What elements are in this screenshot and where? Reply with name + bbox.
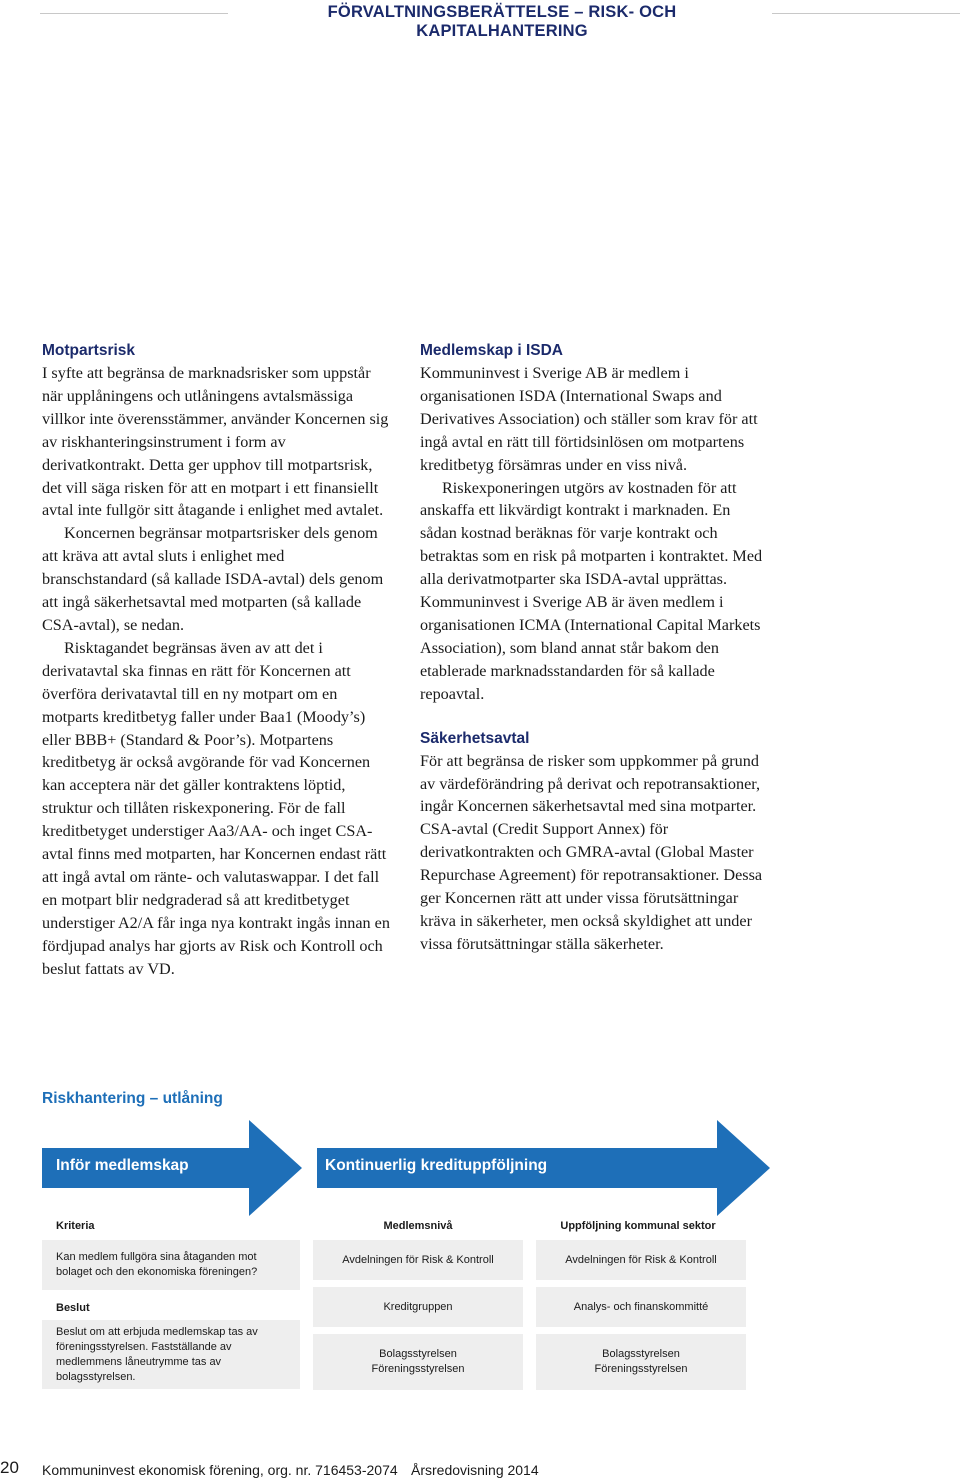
- member-level-box-3: [313, 1334, 523, 1390]
- section-title: FÖRVALTNINGSBERÄTTELSE – RISK- OCH KAPITALHANTERING: [327, 3, 677, 40]
- paragraph: Koncernen begränsar motpartsrisker dels genom att kräva att avtal sluts i enlighet med branschstandard (så kallade ISDA-avtal) dels genom att ingå säkerhetsavtal med motparten (så kallade CSA-avtal), se nedan.: [42, 524, 384, 634]
- flow-title: Riskhantering – utlåning: [42, 1090, 223, 1107]
- arrow-label: Kontinuerlig kredituppföljning: [325, 1157, 548, 1174]
- followup-text: Bolagsstyrelsen: [602, 1348, 680, 1360]
- arrow-kontinuerlig-kredituppfoljning: [317, 1120, 770, 1216]
- arrow-label: Inför medlemskap: [56, 1157, 189, 1174]
- paragraph: För att begränsa de risker som uppkommer på grund av värdeförändring på derivat och repotransaktioner, ingår Koncernen säkerhetsavtal med sina motparter. CSA-avtal (Credit Support Annex) för derivatkontrakten och GMRA-avtal (Global Master Repurchase Agreement) för repotransaktioner. Dessa ger Koncernen rätt att under vissa förutsättningar kräva in säkerheter, men också skyldighet att under vissa förutsättningar ställa säkerheter.: [420, 751, 763, 953]
- arrow-infor-medlemskap: [42, 1120, 302, 1216]
- footer-report: Årsredovisning 2014: [411, 1462, 539, 1478]
- paragraph: I syfte att begränsa de marknadsrisker som uppstår när upplåningens och utlåningens avtalsmässiga villkor inte överensstämmer, använder Koncernen sig av riskhanteringsinstrument i form av derivatkontrakt. Detta ger upphov till motpartsrisk, det vill säga risken för att en motpart i ett finansiellt avtal inte fullgör sitt åtagande i enlighet med avtalet.: [42, 364, 389, 520]
- member-level-text: Bolagsstyrelsen: [379, 1348, 457, 1360]
- right-column: [420, 340, 770, 956]
- header-rule-right: [772, 13, 960, 14]
- followup-text: Avdelningen för Risk & Kontroll: [565, 1253, 717, 1266]
- member-level-text: Avdelningen för Risk & Kontroll: [342, 1253, 494, 1266]
- member-level-text: Kreditgruppen: [383, 1300, 453, 1313]
- heading-sakerhetsavtal: Säkerhetsavtal: [420, 729, 530, 747]
- criteria-box: [42, 1240, 300, 1290]
- paragraph: Risktagandet begränsas även av att det i derivatavtal ska finnas en rätt för Koncernen att överföra derivatavtal till en ny motpart om en motparts kreditbetyg faller under Baa1 (Moody’s) eller BBB+ (Standard & Poor’s). Motpartens kreditbetyg är också avgörande för vad Koncernen kan acceptera när det gäller kontraktens löptid, struktur och tillåten riskexponering. För de fall kreditbetyget understiger Aa3/AA- och inget CSA-avtal finns med motparten, har Koncernen endast rätt att ingå avtal om ränte- och valutaswappar. I det fall en motpart blir nedgraderad så att kreditbetyget understiger A2/A får inga nya kontrakt ingås innan en fördjupad analys har gjorts av Risk och Kontroll och beslut fattats av VD.: [42, 638, 390, 978]
- heading-isda: Medlemskap i ISDA: [420, 342, 563, 359]
- column-header-medlemsniva: Medlemsnivå: [383, 1220, 453, 1232]
- page-number: 20: [0, 1458, 19, 1477]
- criteria-text: Kan medlem fullgöra sina åtaganden mot bolaget och den ekonomiska föreningen?: [56, 1251, 258, 1278]
- row-header-beslut: Beslut: [56, 1302, 90, 1314]
- left-column: [42, 340, 392, 980]
- heading-motpartsrisk: Motpartsrisk: [42, 342, 136, 359]
- followup-text: Analys- och finanskommitté: [573, 1300, 709, 1313]
- followup-box-1: [536, 1240, 746, 1280]
- paragraph: Kommuninvest i Sverige AB är medlem i organisationen ISDA (International Swaps and Derivatives Association) och ställer som krav för att ingå avtal en rätt till förtidsinlösen om motpartens kreditbetyg försämras under en viss nivå.: [420, 364, 758, 474]
- member-level-text: Föreningsstyrelsen: [371, 1363, 465, 1375]
- paragraph: Riskexponeringen utgörs av kostnaden för att anskaffa ett likvärdigt kontrakt i marknaden. En sådan kostnad beräknas för varje kontrakt och betraktas som en risk på motparten i kontraktet. Med alla derivatmotparter ska ISDA-avtal upprättas. Kommuninvest i Sverige AB är även medlem i organisationen ICMA (International Capital Markets Association), som bland annat står bakom den etablerade marknadsstandarden för så kallade repoavtal.: [420, 478, 763, 703]
- column-header-kriteria: Kriteria: [56, 1220, 95, 1232]
- column-header-uppfoljning: Uppföljning kommunal sektor: [560, 1220, 716, 1232]
- page-header: [0, 0, 960, 40]
- followup-box-3: [536, 1334, 746, 1390]
- member-level-box-2: [313, 1287, 523, 1327]
- decision-text: Beslut om att erbjuda medlemskap tas av föreningsstyrelsen. Fastställande av medlemmens låneutrymme tas av bolagsstyrelsen.: [56, 1325, 258, 1383]
- followup-text: Föreningsstyrelsen: [594, 1363, 688, 1375]
- header-rule-left: [40, 13, 228, 14]
- page-footer: [0, 1455, 960, 1479]
- followup-box-2: [536, 1287, 746, 1327]
- footer-org: Kommuninvest ekonomisk förening, org. nr. 716453-2074: [42, 1462, 398, 1478]
- decision-box: [42, 1320, 300, 1389]
- member-level-box-1: [313, 1240, 523, 1280]
